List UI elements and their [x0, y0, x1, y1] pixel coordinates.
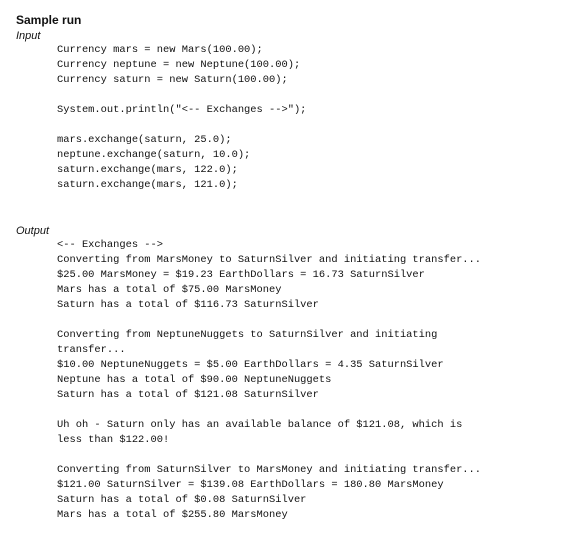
- input-code-line: saturn.exchange(mars, 122.0);: [57, 164, 238, 176]
- sample-run-title: Sample run: [16, 13, 82, 27]
- output-label: Output: [16, 225, 50, 237]
- input-code-line: mars.exchange(saturn, 25.0);: [57, 134, 232, 146]
- input-code-line: [57, 118, 306, 133]
- output-console-line: Converting from SaturnSilver to MarsMoney and initiating transfer...: [57, 464, 482, 476]
- output-console-line: [57, 403, 481, 418]
- output-console-line: Mars has a total of $255.80 MarsMoney: [57, 509, 288, 521]
- output-console-line: Neptune has a total of $90.00 NeptuneNuggets: [57, 374, 332, 386]
- input-code-line: [57, 88, 306, 103]
- output-console-block: [57, 238, 481, 523]
- input-code-line: Currency neptune = new Neptune(100.00);: [57, 59, 301, 71]
- input-code-line: Currency saturn = new Saturn(100.00);: [57, 74, 288, 86]
- output-console-line: Mars has a total of $75.00 MarsMoney: [57, 284, 282, 296]
- output-console-line: $10.00 NeptuneNuggets = $5.00 EarthDollars = 4.35 SaturnSilver: [57, 359, 444, 371]
- output-console-line: Saturn has a total of $121.08 SaturnSilver: [57, 389, 319, 401]
- input-code-line: System.out.println("<-- Exchanges -->");: [57, 104, 307, 116]
- input-label: Input: [16, 30, 41, 42]
- output-console-line: [57, 313, 481, 328]
- output-console-line: Converting from NeptuneNuggets to SaturnSilver and initiating: [57, 329, 438, 341]
- output-console-line: Uh oh - Saturn only has an available balance of $121.08, which is: [57, 419, 463, 431]
- output-console-line: Saturn has a total of $0.08 SaturnSilver: [57, 494, 307, 506]
- output-console-line: Converting from MarsMoney to SaturnSilver and initiating transfer...: [57, 254, 482, 266]
- output-console-line: Saturn has a total of $116.73 SaturnSilver: [57, 299, 319, 311]
- output-console-line: $25.00 MarsMoney = $19.23 EarthDollars = 16.73 SaturnSilver: [57, 269, 425, 281]
- input-code-block: [57, 43, 306, 193]
- input-code-line: neptune.exchange(saturn, 10.0);: [57, 149, 251, 161]
- output-console-line: transfer...: [57, 344, 126, 356]
- input-code-line: Currency mars = new Mars(100.00);: [57, 44, 263, 56]
- output-console-line: <-- Exchanges -->: [57, 239, 164, 251]
- input-code-line: saturn.exchange(mars, 121.0);: [57, 179, 238, 191]
- output-console-line: $121.00 SaturnSilver = $139.08 EarthDollars = 180.80 MarsMoney: [57, 479, 444, 491]
- output-console-line: less than $122.00!: [57, 434, 170, 446]
- output-console-line: [57, 448, 481, 463]
